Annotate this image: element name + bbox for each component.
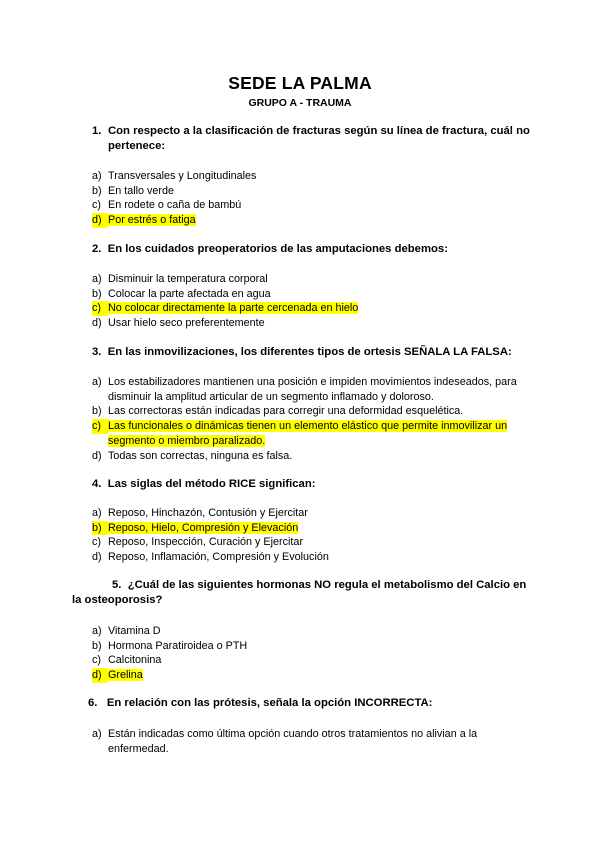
question-text: En relación con las prótesis, señala la opción INCORRECTA:: [106, 697, 433, 709]
option-1c: [92, 198, 532, 213]
option-text: Las correctoras están indicadas para corregir una deformidad esquelética.: [108, 405, 464, 418]
option-text: Grelina: [108, 669, 143, 682]
question-number: 5.: [112, 579, 122, 591]
option-label: c): [92, 654, 101, 667]
option-text: Las funcionales o dinámicas tienen un elemento elástico que permite inmovilizar un segmento o miembro paralizado.: [108, 420, 508, 447]
option-2c-correct: [92, 301, 532, 316]
option-text: En rodete o caña de bambú: [108, 199, 242, 212]
option-text: Transversales y Longitudinales: [108, 170, 257, 182]
question-number: 1.: [92, 125, 102, 137]
option-label: a): [92, 376, 102, 388]
option-label: b): [92, 287, 102, 300]
option-label: b): [92, 405, 102, 418]
option-1d-correct: [92, 213, 532, 228]
question-number: 3.: [92, 346, 102, 358]
option-label: a): [92, 170, 102, 182]
option-1b: [92, 184, 532, 199]
option-text: Hormona Paratiroidea o PTH: [108, 639, 248, 652]
option-1a: [92, 169, 532, 184]
option-5c: [92, 653, 532, 668]
option-text: Los estabilizadores mantienen una posición e impiden movimientos indeseados, para disminuir la amplitud articular de un segmento inflamado y doloroso.: [108, 376, 517, 403]
option-5d-correct: [92, 668, 532, 683]
option-label: d): [92, 551, 102, 564]
option-6a: [92, 727, 532, 756]
option-label: c): [92, 301, 108, 316]
option-3b: [92, 404, 532, 419]
question-number: 4.: [92, 478, 102, 490]
option-text: Reposo, Inspección, Curación y Ejercitar: [108, 536, 304, 549]
question-2: [92, 242, 532, 257]
option-text: Vitamina D: [108, 625, 161, 637]
option-label: b): [92, 521, 108, 536]
option-label: b): [92, 639, 102, 652]
option-text: Usar hielo seco preferentemente: [108, 317, 265, 330]
question-text: Las siglas del método RICE significan:: [107, 478, 316, 490]
question-3: [92, 345, 532, 360]
option-5b: [92, 639, 532, 654]
option-text: Calcitonina: [108, 654, 162, 667]
page-subtitle: GRUPO A - TRAUMA: [248, 97, 352, 109]
option-label: a): [92, 273, 102, 285]
option-label: b): [92, 184, 102, 197]
question-text: En los cuidados preoperatorios de las amputaciones debemos:: [107, 243, 448, 255]
question-6: [88, 696, 528, 711]
question-1: [92, 124, 532, 154]
option-label: d): [92, 213, 108, 228]
option-text: Disminuir la temperatura corporal: [108, 273, 268, 285]
option-label: d): [92, 317, 102, 330]
option-2d: [92, 316, 532, 331]
option-4a: [92, 506, 532, 521]
option-4b-correct: [92, 521, 532, 536]
question-text: ¿Cuál de las siguientes hormonas NO regula el metabolismo del Calcio en la osteoporosis?: [72, 579, 527, 606]
option-3d: [92, 449, 532, 464]
option-label: c): [92, 536, 101, 549]
question-number: 2.: [92, 243, 102, 255]
question-5: [72, 578, 532, 608]
option-3c-correct: [92, 419, 532, 448]
question-number: 6.: [88, 697, 98, 709]
option-2b: [92, 287, 532, 302]
option-text: Reposo, Hinchazón, Contusión y Ejercitar: [108, 507, 308, 519]
option-text: En tallo verde: [108, 184, 175, 197]
option-4d: [92, 550, 532, 565]
question-4: [92, 477, 532, 492]
option-2a: [92, 272, 532, 287]
option-label: d): [92, 668, 108, 683]
option-text: No colocar directamente la parte cercenada en hielo: [108, 302, 359, 315]
option-text: Todas son correctas, ninguna es falsa.: [108, 449, 293, 462]
page-title: SEDE LA PALMA: [228, 73, 372, 93]
option-4c: [92, 535, 532, 550]
question-text: En las inmovilizaciones, los diferentes tipos de ortesis SEÑALA LA FALSA:: [107, 346, 512, 358]
option-text: Reposo, Inflamación, Compresión y Evolución: [108, 551, 329, 564]
option-5a: [92, 624, 532, 639]
option-text: Están indicadas como última opción cuando otros tratamientos no alivian a la enfermedad.: [108, 728, 478, 755]
option-3a: [92, 375, 532, 404]
option-label: a): [92, 625, 102, 637]
option-text: Reposo, Hielo, Compresión y Elevación: [108, 521, 299, 534]
option-text: Por estrés o fatiga: [108, 214, 196, 227]
option-label: c): [92, 419, 108, 434]
option-label: d): [92, 449, 102, 462]
question-text: Con respecto a la clasificación de fracturas según su línea de fractura, cuál no pertenece:: [108, 125, 530, 152]
option-text: Colocar la parte afectada en agua: [108, 287, 271, 300]
option-label: a): [92, 728, 102, 740]
option-label: a): [92, 507, 102, 519]
option-label: c): [92, 199, 101, 212]
